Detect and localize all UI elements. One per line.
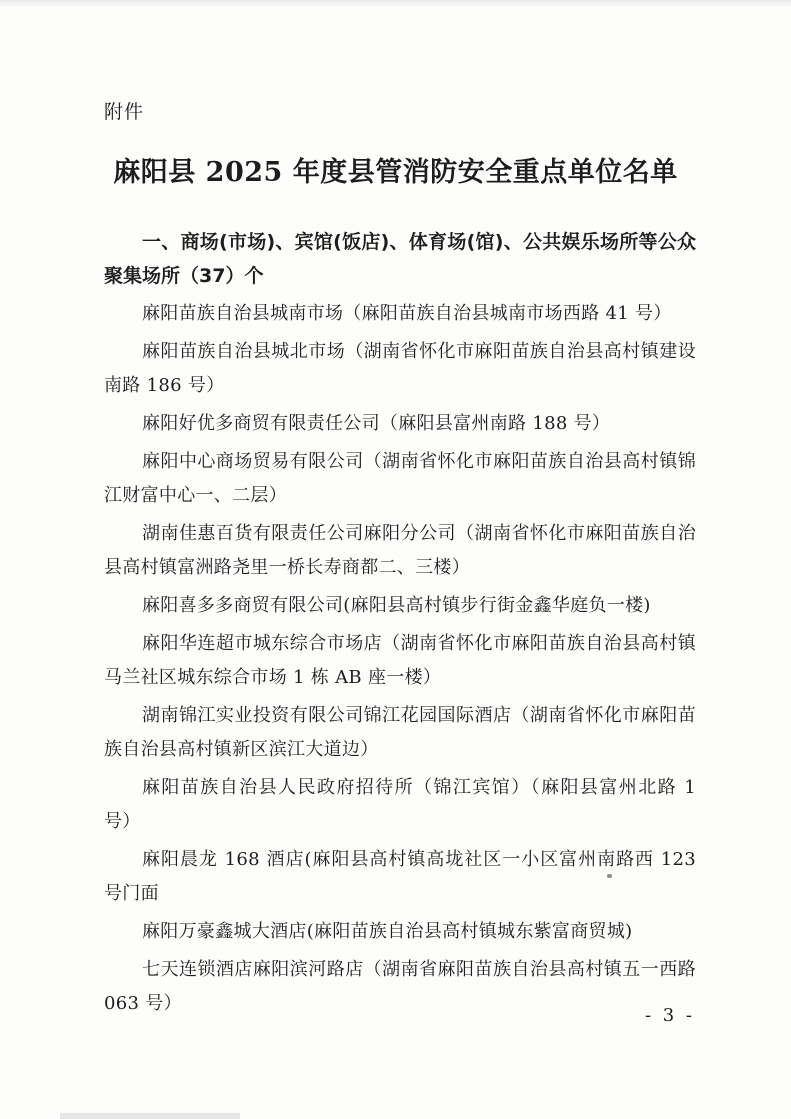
scan-edge-top bbox=[0, 0, 791, 8]
unit-entry: 湖南佳惠百货有限责任公司麻阳分公司（湖南省怀化市麻阳苗族自治县高村镇富洲路尧里一桥长寿商都二、三楼） bbox=[104, 523, 696, 578]
scan-speck bbox=[607, 874, 612, 878]
section-heading: 一、商场(市场)、宾馆(饭店)、体育场(馆)、公共娱乐场所等公众聚集场所（37）个 bbox=[104, 231, 696, 287]
document-title: 麻阳县 2025 年度县管消防安全重点单位名单 bbox=[113, 157, 678, 188]
unit-list bbox=[104, 297, 696, 1021]
unit-entry: 麻阳喜多多商贸有限公司(麻阳县高村镇步行街金鑫华庭负一楼) bbox=[142, 595, 651, 616]
unit-entry: 麻阳苗族自治县城北市场（湖南省怀化市麻阳苗族自治县高村镇建设南路 186 号） bbox=[104, 341, 696, 396]
page-number: - 3 - bbox=[644, 1005, 695, 1026]
attachment-label: 附件 bbox=[104, 101, 145, 123]
scan-edge-bottom bbox=[60, 1113, 240, 1119]
unit-entry: 麻阳苗族自治县城南市场（麻阳苗族自治县城南市场西路 41 号） bbox=[142, 303, 672, 324]
document-body bbox=[104, 225, 696, 1025]
unit-entry: 麻阳晨龙 168 酒店(麻阳县高村镇高垅社区一小区富州南路西 123 号门面 bbox=[104, 849, 696, 904]
unit-entry: 麻阳苗族自治县人民政府招待所（锦江宾馆）（麻阳县富州北路 1 号） bbox=[104, 777, 696, 832]
unit-entry: 麻阳华连超市城东综合市场店（湖南省怀化市麻阳苗族自治县高村镇马兰社区城东综合市场 1 栋 AB 座一楼） bbox=[104, 633, 696, 688]
unit-entry: 麻阳好优多商贸有限责任公司（麻阳县富州南路 188 号） bbox=[142, 413, 611, 434]
unit-entry: 麻阳中心商场贸易有限公司（湖南省怀化市麻阳苗族自治县高村镇锦江财富中心一、二层） bbox=[104, 451, 696, 506]
unit-entry: 湖南锦江实业投资有限公司锦江花园国际酒店（湖南省怀化市麻阳苗族自治县高村镇新区滨江大道边） bbox=[104, 705, 696, 760]
unit-entry: 七天连锁酒店麻阳滨河路店（湖南省麻阳苗族自治县高村镇五一西路 063 号） bbox=[104, 959, 696, 1014]
unit-entry: 麻阳万豪鑫城大酒店(麻阳苗族自治县高村镇城东紫富商贸城) bbox=[142, 921, 633, 942]
